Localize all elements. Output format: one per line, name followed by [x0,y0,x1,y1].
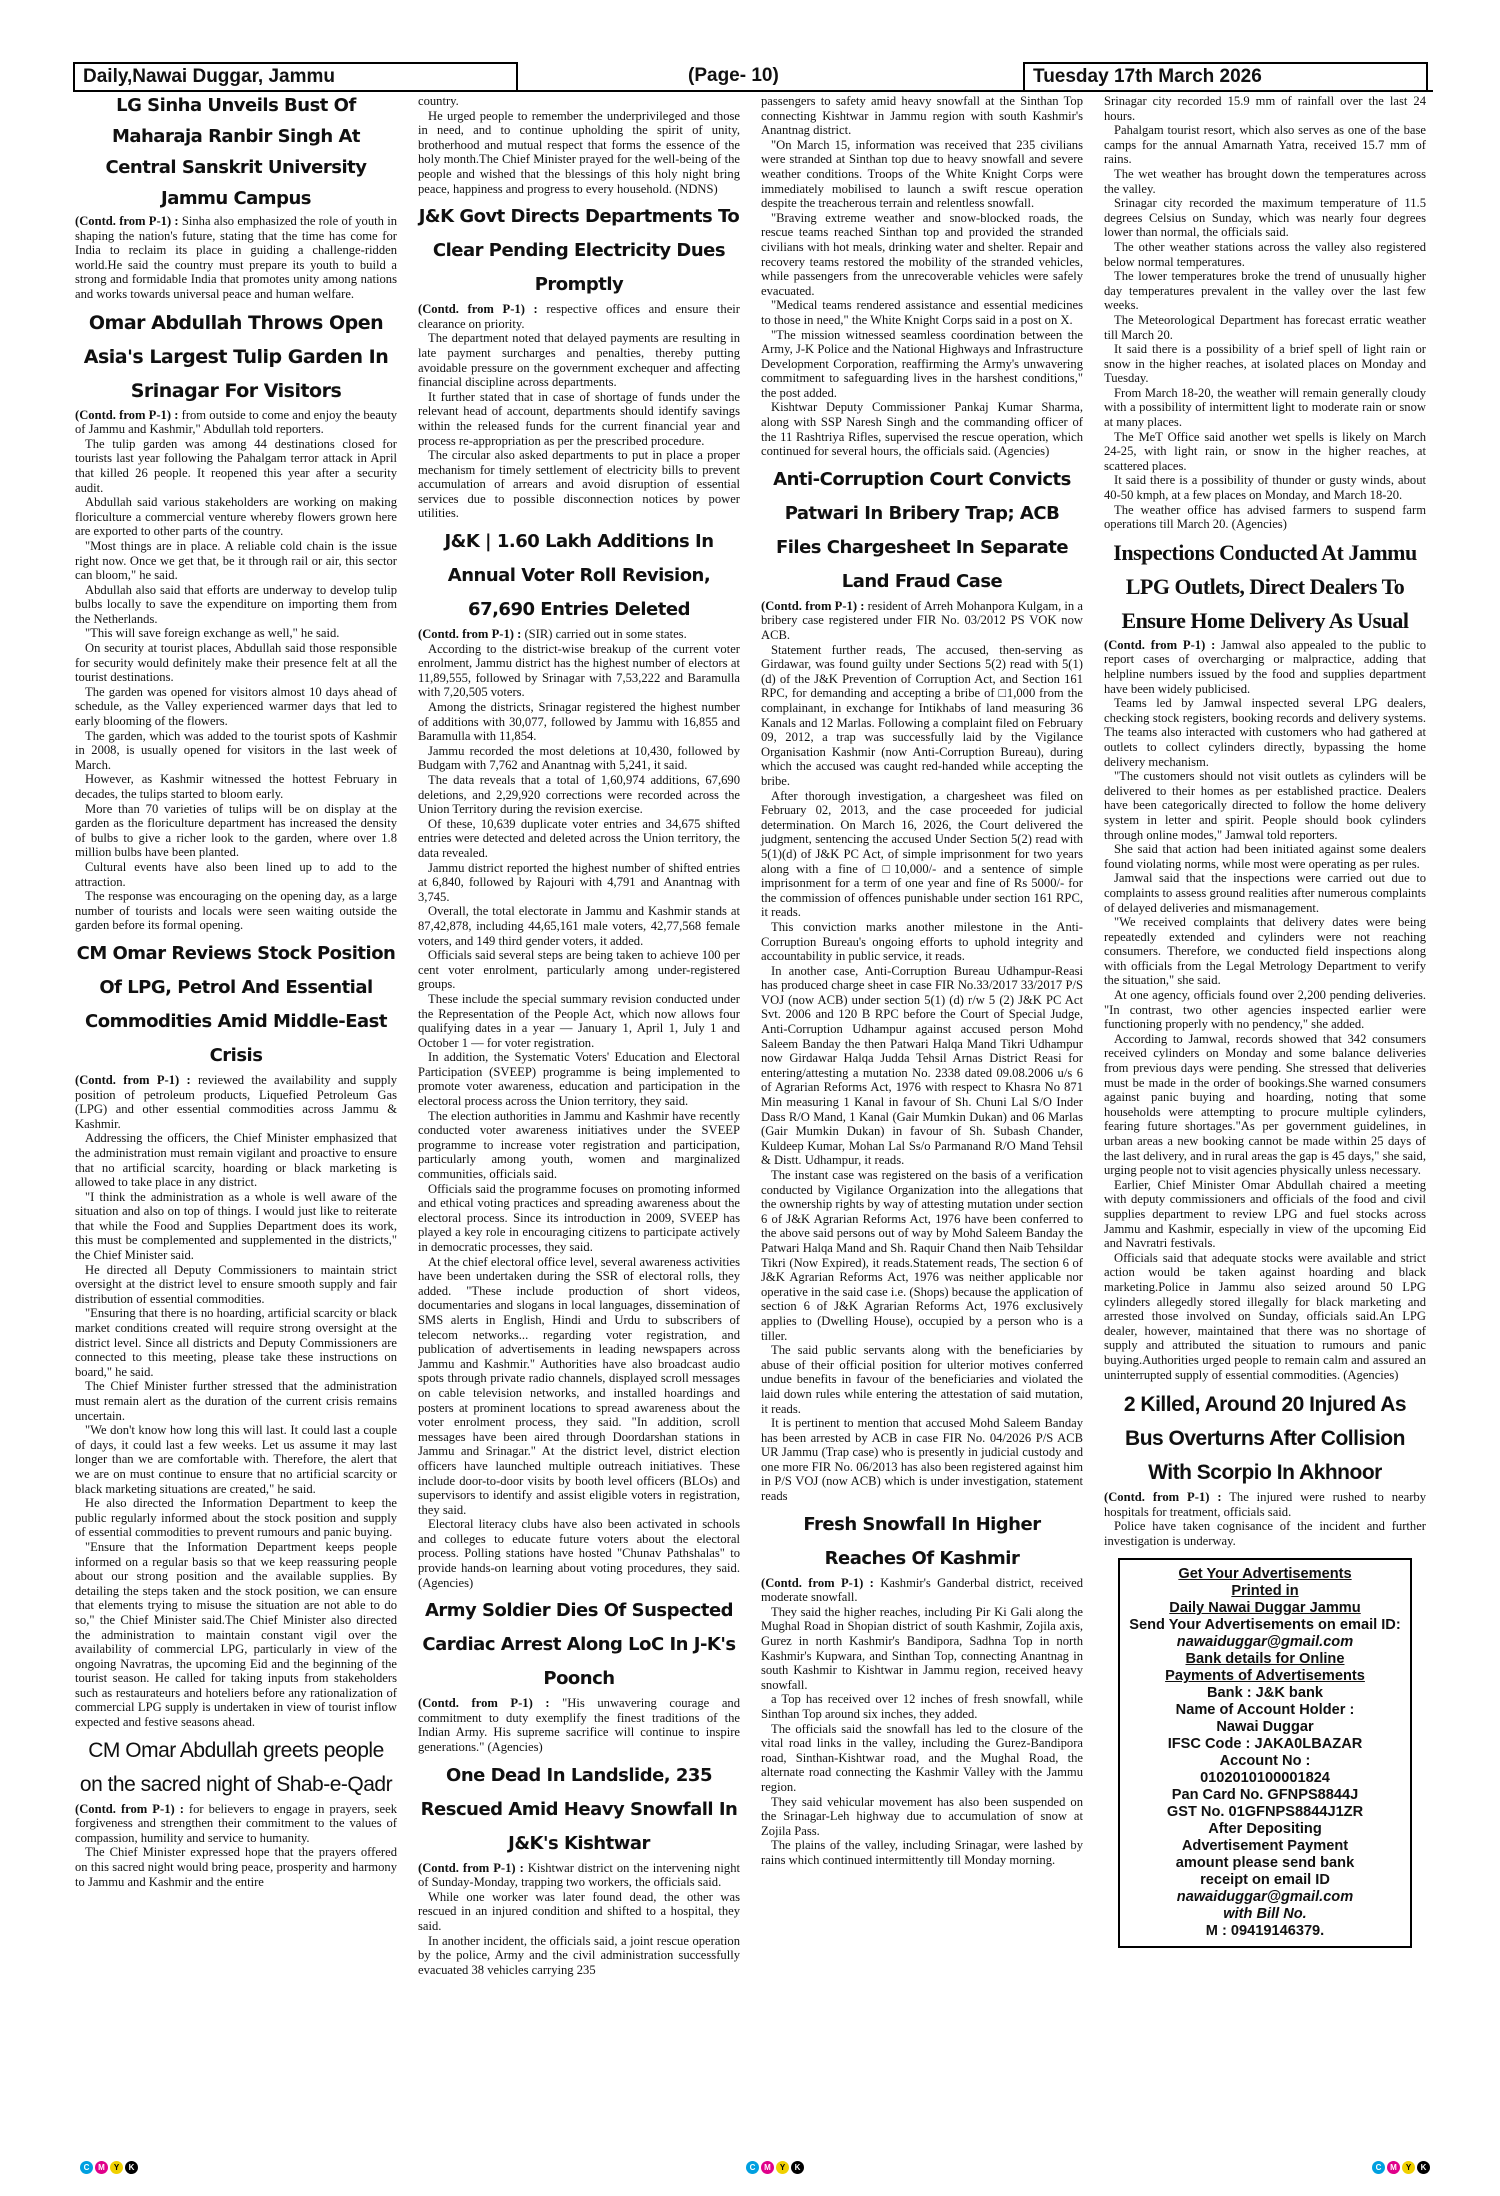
paragraph: At the chief electoral office level, several awareness activities have been undertaken during the SSR of electoral rolls, they added. "These include production of short videos, documentaries and slogans in local languages, dissemination of SMS alerts in English, Hindi and Urdu to subscribers of telecom networks... regarding voter registration, and publication of advertisements in leading newspapers across Jammu and Kashmir." Authorities have also broadcast audio spots through private radio channels, displayed scroll messages on cable television networks, and installed hoardings and posters at prominent locations to spread awareness about the voter enrolment process, they said. "In addition, scroll messages have been aired through Doordarshan stations in Jammu and Srinagar." At the district level, district election officers have launched multiple outreach initiatives. These include door-to-door visits by booth level officers (BLOs) and supervisors to identify and assist eligible voters in registration, they said. [418,1254,740,1517]
headline: Anti-Corruption Court Convicts Patwari In Bribery Trap; ACB Files Chargesheet In Separate Land Fraud Case [773,468,1071,592]
paragraph: The wet weather has brought down the temperatures across the valley. [1104,166,1426,196]
headline: CM Omar Reviews Stock Position Of LPG, Petrol And Essential Commodities Amid Middle-East Crisis [76,942,396,1066]
masthead [73,62,1433,90]
headline: 2 Killed, Around 20 Injured As Bus Overturns After Collision With Scorpio In Akhnoor [1123,1393,1407,1485]
column-2 [418,94,740,1977]
paragraph: The response was encouraging on the opening day, as a large number of tourists and locals were seen waiting outside the garden before its formal opening. [75,889,397,933]
paragraph: "Ensuring that there is no hoarding, artificial scarcity or black market conditions created will require strong oversight at the district level. Since all districts and Deputy Commissioners are connected to this meeting, please take these instructions on board," he said. [75,1306,397,1379]
masthead-paper-name: Daily,Nawai Duggar, Jammu [73,62,518,92]
article-lg-sinha [75,90,397,302]
article-body: (Contd. from P-1) : Kishtwar district on the intervening night of Sunday-Monday, trapping two workers, the officials said. [418,1860,740,1890]
paragraph: More than 70 varieties of tulips will be on display at the garden as the floriculture department has increased the density of bulbs to give a richer look to the garden, where over 1.8 million bulbs have been planted. [75,801,397,860]
paragraph: Srinagar city recorded the maximum temperature of 11.5 degrees Celsius on Sunday, which was nearly four degrees lower than normal, the officials said. [1104,196,1426,240]
paragraph: In another case, Anti-Corruption Bureau Udhampur-Reasi has produced charge sheet in case FIR No.33/2017 33/2017 P/S VOJ (now ACB) under section 5(1) (d) r/w 5 (2) J&K PC Act Svt. 2006 and 120 B RPC before the Court of Special Judge, Anti-Corruption Udhampur against accused person Mohd Saleem Banday the then Patwari Halqa Mand Tikri Udhampur now Girdawar Halqa Judda Tehsil Arnas District Reasi for entering/attesting a mutation No. 2338 dated 09.08.2006 u/s 6 of Agrarian Reforms Act, 1976 with respect to Khasra No 871 Min measuring 1 Kanal in favour of Sh. Chuni Lal S/O Inder Dass R/O Mand, 1 Kanal (Gair Mumkin Dukan) and 06 Marlas (Gair Mumkin Dukan) in favour of Sh. Subash Chander, Kuldeep Kumar, Mohan Lal Ss/o Parmanand R/O Mand Tehsil & Distt. Udhampur, it reads. [761,963,1083,1168]
ad-email: nawaiduggar@gmail.com [1176,1889,1354,1906]
ad-line: Account No : [1219,1753,1311,1770]
headline: CM Omar Abdullah greets people on the sacred night of Shab-e-Qadr [79,1738,393,1796]
paragraph: Pahalgam tourist resort, which also serves as one of the base camps for the annual Amarnath Yatra, received 15.7 mm of rains. [1104,123,1426,167]
paragraph: He directed all Deputy Commissioners to maintain strict oversight at the district level to ensure smooth supply and fair distribution of essential commodities. [75,1262,397,1306]
paragraph: "I think the administration as a whole is well aware of the situation and also on top of things. I would just like to reiterate that while the Food and Supplies Department does its work, this must be complemented and supplemented in the districts," the Chief Minister said. [75,1189,397,1263]
ad-line: Nawai Duggar [1216,1719,1314,1736]
paragraph: Kishtwar Deputy Commissioner Pankaj Kumar Sharma, along with SSP Naresh Singh and the commanding officer of the 11 Rashtriya Rifles, supervised the rescue operation, which continued for several hours, the officials said. (Agencies) [761,400,1083,459]
ad-line: Daily Nawai Duggar Jammu [1169,1600,1361,1617]
paragraph: Abdullah said various stakeholders are working on making floriculture a commercial venture whereby flowers grown here are exported to other parts of the country. [75,495,397,539]
cmyk-marks-center [746,2161,804,2174]
paragraph: It further stated that in case of shortage of funds under the relevant head of account, departments should identify savings within the released funds for the current financial year and process re-appropriation as per the prescribed procedure. [418,389,740,448]
magenta-dot-icon: M [761,2161,774,2174]
ad-line: 0102010100001824 [1200,1770,1330,1787]
column-3 [761,94,1083,1868]
paragraph: Officials said the programme focuses on promoting informed and ethical voting practices and spreading awareness about the electoral process. Since its introduction in 2009, SVEEP has played a key role in encouraging citizens to participate actively in democratic processes, they said. [418,1181,740,1254]
paragraph: While one worker was later found dead, the other was rescued in an injured condition and shifted to a hospital, they said. [418,1889,740,1933]
masthead-page-number: (Page- 10) [688,65,779,86]
paragraph: "On March 15, information was received that 235 civilians were stranded at Sinthan top due to heavy snowfall and severe weather conditions. Troops of the White Knight Corps were immediately mobilised to launch a swift rescue operation despite the treacherous terrain and relentless snowfall. [761,137,1083,211]
magenta-dot-icon: M [1387,2161,1400,2174]
paragraph: Among the districts, Srinagar registered the highest number of additions with 30,077, followed by Jammu with 16,855 and Baramulla with 11,854. [418,700,740,744]
cyan-dot-icon: C [746,2161,759,2174]
ad-line: Payments of Advertisements [1165,1668,1365,1685]
paragraph: This conviction marks another milestone in the Anti-Corruption Bureau's ongoing efforts to uphold integrity and accountability in public service, it reads. [761,919,1083,964]
paragraph: According to Jamwal, records showed that 342 consumers received cylinders on Monday and some balance deliveries from previous days were pending. She stressed that deliveries must be made in the order of bookings.She warned consumers against panic buying and hoarding, noting that some households were attempting to procure multiple cylinders, fearing future shortages."As per government guidelines, in urban areas a new booking cannot be made within 25 days of the last delivery, and in rural areas the gap is 45 days," she said, urging people not to visit agencies physically unless necessary. [1104,1031,1426,1178]
article-body: (Contd. from P-1) : "His unwavering courage and commitment to duty exemplify the finest traditions of the Indian Army. His supreme sacrifice will continue to inspire generations." (Agencies) [418,1696,740,1755]
yellow-dot-icon: Y [776,2161,789,2174]
article-shab-e-qadr [75,1734,397,1890]
paragraph: She said that action had been initiated against some dealers found violating norms, while most were operating as per rules. [1104,842,1426,871]
cmyk-marks-left [80,2161,138,2174]
paragraph: The circular also asked departments to put in place a proper mechanism for timely settlement of electricity bills to prevent accumulation of arrears and avoid disruption of essential services due to possible disconnection notices by power utilities. [418,448,740,521]
yellow-dot-icon: Y [110,2161,123,2174]
paragraph: "Most things are in place. A reliable cold chain is the issue right now. Once we get that, be it through rail or air, this sector can bloom," he said. [75,538,397,583]
paragraph: The Meteorological Department has forecast erratic weather till March 20. [1104,312,1426,342]
headline: LG Sinha Unveils Bust Of Maharaja Ranbir Singh At Central Sanskrit University Jammu Campus [105,95,367,209]
ad-line: Printed in [1231,1583,1299,1600]
paragraph: The department noted that delayed payments are resulting in late payment surcharges and penalties, thereby putting avoidable pressure on the government exchequer and affecting financial discipline across departments. [418,331,740,390]
paragraph: In another incident, the officials said, a joint rescue operation by the police, Army and the civil administration successfully evacuated 38 vehicles carrying 235 [418,1933,740,1977]
paragraph: "We received complaints that delivery dates were being repeatedly extended and cylinders were not reaching consumers. Therefore, we conducted field inspections along with officials from the Legal Metrology Department to verify the situation," she said. [1104,915,1426,988]
article-patwari-conviction [761,463,1083,1504]
paragraph: "The customers should not visit outlets as cylinders will be delivered to their homes as per established practice. Dealers have been categorically directed to follow the home delivery system in letter and spirit. People should book cylinders through online modes," Jamwal told reporters. [1104,769,1426,842]
cyan-dot-icon: C [1372,2161,1385,2174]
paragraph: Srinagar city recorded 15.9 mm of rainfall over the last 24 hours. [1104,94,1426,123]
article-cm-omar-stock-review [75,937,397,1730]
yellow-dot-icon: Y [1402,2161,1415,2174]
ad-line: receipt on email ID [1200,1872,1330,1889]
headline: Omar Abdullah Throws Open Asia's Largest Tulip Garden In Srinagar For Visitors [83,311,389,402]
black-dot-icon: K [125,2161,138,2174]
masthead-date: Tuesday 17th March 2026 [1023,62,1428,92]
paragraph: The said public servants along with the beneficiaries by abuse of their official position for ulterior motives conferred undue benefits in favour of the beneficiaries and violated the laid down rules while entering the attestation of said mutation, it reads. [761,1343,1083,1416]
paragraph: After thorough investigation, a chargesheet was filed on February 02, 2013, and the case proceeded for judicial determination. On March 16, 2026, the Court delivered the judgment, sentencing the accused Under Section 5(2) read with 5(1)(d) of J&K PC Act, of simple imprisonment for two years along with a fine of □10,000/- and a sentence of simple imprisonment for a term of one year and fine of Rs 5000/- for the commission of offences punishable under section 161 RPC, it reads. [761,788,1083,920]
article-akhnoor-accident [1104,1388,1426,1548]
ad-line: Advertisement Payment [1181,1838,1349,1855]
article-tulip-garden [75,306,397,933]
paragraph: "Medical teams rendered assistance and essential medicines to those in need," the White Knight Corps said in a post on X. [761,298,1083,327]
headline: Inspections Conducted At Jammu LPG Outlets, Direct Dealers To Ensure Home Delivery As Usual [1113,539,1417,633]
ad-line: IFSC Code : JAKA0LBAZAR [1167,1736,1363,1753]
paragraph: Earlier, Chief Minister Omar Abdullah chaired a meeting with deputy commissioners and officials of the food and civil supplies department to review LPG and fuel stocks across Jammu and Kashmir, especially in view of the upcoming Eid and Navratri festivals. [1104,1177,1426,1251]
article-body: (Contd. from P-1) : Sinha also emphasized the role of youth in shaping the nation's future, stating that the time has come for India to reclaim its place in guiding a challenge-ridden world.He said the country must prepare its youth to build a strong and formidable India that promotes unity among nations and works towards universal peace and human welfare. [75,214,397,301]
ad-line: GST No. 01GFNPS8844J1ZR [1166,1804,1364,1821]
paragraph: The officials said the snowfall has led to the closure of the vital road links in the valley, including the Gurez-Bandipora road, Sinthan-Kishtwar road, and the Mughal Road, the alternate road connecting the Kashmir Valley with the Jammu region. [761,1721,1083,1794]
paragraph: Electoral literacy clubs have also been activated in schools and colleges to educate future voters about the electoral process. Polling stations have hosted "Chunav Pathshalas" to provide hands-on learning about voting procedures, they said. (Agencies) [418,1517,740,1590]
article-army-soldier [418,1594,740,1754]
paragraph: Jammu district reported the highest number of shifted entries at 6,840, followed by Rajouri with 4,791 and Anantnag with 3,745. [418,860,740,904]
paragraph: The instant case was registered on the basis of a verification conducted by Vigilance Organization into the allegations that the ownership rights by way of attesting mutation under section 6 of J&K Agrarian Reforms Act, 1976 have been conferred to the above said persons out of way by Mohd Saleem Banday the Patwari Halqa Mand and Sh. Raquir Chand then Naib Tehsildar Tikri (Now Expired), it reads.Statement reads, The section 6 of J&K Agrarian Reforms Act, 1976 was neither applicable nor operative in the said case i.e. (Shops) because the application of section 6 of J&K Agrarian Reforms Act, 1976 exclusively applies to (Dwelling House), occupied by a person who is a tiller. [761,1168,1083,1343]
article-body: (Contd. from P-1) : (SIR) carried out in some states. [418,627,687,642]
cmyk-marks-right [1372,2161,1430,2174]
paragraph: "Braving extreme weather and snow-blocked roads, the rescue teams reached Sinthan top and provided the stranded civilians with hot meals, drinking water and shelter. Repair and recovery teams restored the mobility of the stranded vehicles, while passengers from the unrecoverable vehicles were safely evacuated. [761,210,1083,298]
paragraph: The other weather stations across the valley also registered below normal temperatures. [1104,239,1426,269]
article-body: (Contd. from P-1) : for believers to engage in prayers, seek forgiveness and strengthen their commitment to the values of compassion, humility and service to humanity. [75,1801,397,1845]
paragraph: According to the district-wise breakup of the current voter enrolment, Jammu district has the highest number of electors at 11,89,555, followed by Srinagar with 7,53,222 and Baramulla with 7,20,505 voters. [418,641,740,700]
paragraph: They said vehicular movement has also been suspended on the Srinagar-Leh highway due to accumulation of snow at Zojila Pass. [761,1794,1083,1838]
article-body: (Contd. from P-1) : reviewed the availability and supply position of petroleum products, Liquefied Petroleum Gas (LPG) and other essential commodities across Jammu & Kashmir. [75,1072,397,1131]
paragraph: "This will save foreign exchange as well," he said. [85,626,340,641]
ad-line: Pan Card No. GFNPS8844J [1171,1787,1359,1804]
paragraph: Addressing the officers, the Chief Minister emphasized that the administration must remain vigilant and proactive to ensure that no artificial scarcity, hoarding or black marketing is allowed to take place in any district. [75,1131,397,1190]
column-1 [75,94,397,1889]
article-body: (Contd. from P-1) : respective offices and ensure their clearance on priority. [418,302,741,331]
paragraph: It said there is a possibility of a brief spell of light rain or snow in the higher reaches, at isolated places on Monday and Tuesday. [1104,342,1426,386]
paragraph: The garden, which was added to the tourist spots of Kashmir in 2008, is usually opened for visitors in the last week of March. [75,728,397,772]
paragraph: At one agency, officials found over 2,200 pending deliveries. "In contrast, two other agencies inspected earlier were functioning properly with no pendency," she added. [1104,988,1426,1032]
paragraph: The plains of the valley, including Srinagar, were lashed by rains which continued intermittently till Monday morning. [761,1838,1083,1867]
ad-line: Bank : J&K bank [1207,1685,1323,1702]
paragraph: passengers to safety amid heavy snowfall at the Sinthan Top connecting Kishtwar in Jammu region with south Kashmir's Anantnag district. [761,94,1083,138]
paragraph: Of these, 10,639 duplicate voter entries and 34,675 shifted entries were detected and deleted across the Union territory, the data revealed. [418,816,740,860]
article-body: (Contd. from P-1) : from outside to come and enjoy the beauty of Jammu and Kashmir," Abdullah told reporters. [75,407,397,437]
column-4 [1104,94,1426,1948]
ad-line: Name of Account Holder : [1175,1702,1355,1719]
paragraph: Teams led by Jamwal inspected several LPG dealers, checking stock registers, booking records and delivery systems. The teams also interacted with customers who had gathered at outlets to collect cylinders directly, bypassing the home delivery mechanism. [1104,696,1426,769]
paragraph: The tulip garden was among 44 destinations closed for tourists last year following the Pahalgam terror attack in April that killed 26 people. It reopened this year after a security audit. [75,436,397,495]
paragraph: Jammu recorded the most deletions at 10,430, followed by Budgam with 7,762 and Anantnag with 5,241, it said. [418,743,740,773]
article-body: (Contd. from P-1) : The injured were rushed to nearby hospitals for treatment, officials said. [1104,1490,1427,1519]
article-body: (Contd. from P-1) : Jamwal also appealed to the public to report cases of overcharging or malpractice, adding that helpline numbers issued by the food and supplies department have been widely publicised. [1104,637,1427,696]
paragraph: "We don't know how long this will last. It could last a couple of days, it could last a few weeks. Let us assume it may last longer than we are comfortable with. Therefore, the alert that we are on must continue to ensure that no artificial scarcity or black marketing situations are created," he said. [75,1423,397,1496]
article-lpg-inspections [1104,536,1426,1382]
paragraph: Officials said several steps are being taken to achieve 100 per cent voter enrolment, particularly among under-registered groups. [418,948,740,992]
paragraph: These include the special summary revision conducted under the Representation of the People Act, which now allows four qualifying dates in a year — January 1, April 1, July 1 and October 1 — for voter registration. [418,991,740,1050]
magenta-dot-icon: M [95,2161,108,2174]
ad-line: Get Your Advertisements [1178,1566,1352,1583]
black-dot-icon: K [791,2161,804,2174]
paragraph: However, as Kashmir witnessed the hottest February in decades, the tulips started to bloom early. [75,772,397,801]
paragraph: Jamwal said that the inspections were carried out due to complaints to assess ground realities after numerous complaints of delayed deliveries and mismanagement. [1104,871,1426,915]
paragraph: The garden was opened for visitors almost 10 days ahead of schedule, as the Valley experienced warmer days that led to early blooming of the flowers. [75,684,397,729]
article-electricity-dues [418,200,740,521]
cyan-dot-icon: C [80,2161,93,2174]
paragraph: It is pertinent to mention that accused Mohd Saleem Banday has been arrested by ACB in case FIR No. 04/2026 P/S ACB UR Jammu (Trap case) who is presently in judicial custody and one more FIR No. 06/2013 has also been registered against him in P/S VOJ (now ACB) which is under investigation, statement reads [761,1416,1083,1504]
paragraph: a Top has received over 12 inches of fresh snowfall, while Sinthan Top around six inches, they added. [761,1692,1083,1721]
paragraph: "Ensure that the Information Department keeps people informed on a regular basis so that we keep reassuring people about our strong position and the available supplies. By detailing the steps taken and the stock position, we can ensure that elements trying to misuse the situation are not able to do so," the Chief Minister said.The Chief Minister also directed the administration to maintain constant vigil over the availability of commercial LPG, particularly in view of the ongoing Navratras, the upcoming Eid and the beginning of the tourist season. He called for taking inputs from stakeholders such as restaurateurs and hoteliers before any rationalization of commercial LPG supply is undertaken in view of tourist inflow expected and festive seasons ahead. [75,1539,397,1730]
paragraph: "The mission witnessed seamless coordination between the Army, J-K Police and the National Highways and Infrastructure Development Corporation, reaffirming the Army's unwavering commitment to safeguarding lives in the harshest conditions," the post added. [761,327,1083,400]
paragraph: Overall, the total electorate in Jammu and Kashmir stands at 87,42,878, including 44,65,161 male voters, 42,77,568 female voters, and 149 third gender voters, it added. [418,904,740,948]
headline: Army Soldier Dies Of Suspected Cardiac Arrest Along LoC In J-K's Poonch [422,1600,736,1690]
paragraph: Police have taken cognisance of the incident and further investigation is underway. [1104,1519,1426,1548]
paragraph: On security at tourist places, Abdullah said those responsible for security would definitely make their presence felt at all the tourist destinations. [75,641,397,685]
paragraph: The data reveals that a total of 1,60,974 additions, 67,690 deletions, and 2,29,920 corrections were recorded across the Union Territory during the revision exercise. [418,773,740,817]
ad-line: After Depositing [1208,1821,1322,1838]
paragraph: From March 18-20, the weather will remain generally cloudy with a possibility of intermittent light to moderate rain or snow at many places. [1104,385,1426,430]
paragraph: The Chief Minister expressed hope that the prayers offered on this sacred night would bring peace, prosperity and harmony to Jammu and Kashmir and the entire [75,1845,397,1889]
advertisement-box [1118,1558,1412,1948]
headline: Fresh Snowfall In Higher Reaches Of Kashmir [803,1513,1041,1569]
article-voter-roll [418,525,740,1590]
paragraph: In addition, the Systematic Voters' Education and Electoral Participation (SVEEP) programme is being implemented to promote voter awareness, education and participation in the electoral process across the Union territory, they said. [418,1050,740,1109]
paragraph: He urged people to remember the underprivileged and those in need, and to continue upholding the spirit of unity, brotherhood and mutual respect that forms the essence of the holy month.The Chief Minister prayed for the well-being of the people and wished that the blessings of this holy night bring peace, happiness and progress to every household. (NDNS) [418,108,740,196]
ad-phone: M : 09419146379. [1205,1923,1325,1940]
ad-line: amount please send bank [1175,1855,1355,1872]
article-fresh-snowfall [761,1508,1083,1868]
article-body: (Contd. from P-1) : Kashmir's Ganderbal district, received moderate snowfall. [761,1575,1083,1605]
paragraph: They said the higher reaches, including Pir Ki Gali along the Mughal Road in Shopian district of south Kashmir, Zojila axis, Gurez in north Kashmir's Bandipora, Sadhna Top in north Kashmir's Kupwara, and Sinthan Top, connecting Anantnag in south Kashmir to Kishtwar in Jammu region, received heavy snowfall. [761,1604,1083,1692]
paragraph: country. [418,94,459,108]
paragraph: Cultural events have also been lined up to add to the attraction. [75,859,397,889]
paragraph: He also directed the Information Department to keep the public regularly informed about the stock position and supply of essential commodities to prevent rumours and panic buying. [75,1496,397,1540]
ad-email: nawaiduggar@gmail.com [1176,1634,1354,1651]
paragraph: Officials said that adequate stocks were available and strict action would be taken against hoarding and black marketing.Police in Jammu also seized around 50 LPG cylinders allegedly stored illegally for black marketing and arrested those involved on Sunday, officials said.An LPG dealer, however, maintained that there was no shortage of supply and attributed the situation to rumours and panic buying.Authorities urged people to remain calm and assured an uninterrupted supply of essential commodities. (Agencies) [1104,1250,1426,1382]
paragraph: It said there is a possibility of thunder or gusty winds, about 40-50 kmph, at a few places on Monday, and March 18-20. [1104,473,1426,503]
headline: J&K | 1.60 Lakh Additions In Annual Voter Roll Revision, 67,690 Entries Deleted [444,531,714,621]
paragraph: The MeT Office said another wet spells is likely on March 24-25, with light rain, or snow in the higher reaches, at scattered places. [1104,429,1426,473]
paragraph: Statement further reads, The accused, then-serving as Girdawar, was found guilty under Sections 5(2) read with 5(1)(d) of the J&K Prevention of Corruption Act, and Section 161 RPC, for demanding and accepting a bribe of □1,000 from the complainant, in exchange for Intikhabs of land measuring 36 Kanals and 12 Marlas. Following a complaint filed on February 09, 2012, a trap was successfully laid by the Vigilance Organisation Kashmir (now Anti-Corruption Bureau), during which the accused was caught red-handed while accepting the bribe. [761,642,1083,788]
ad-line: Send Your Advertisements on email ID: [1129,1617,1401,1634]
paragraph: Abdullah also said that efforts are underway to develop tulip bulbs locally to save the expenditure on importing them from the Netherlands. [75,582,397,626]
paragraph: The election authorities in Jammu and Kashmir have recently conducted voter awareness initiatives under the SVEEP programme to increase voter registration and participation, particularly among youth, women and marginalized communities, officials said. [418,1108,740,1182]
ad-line: Bank details for Online [1185,1651,1345,1668]
headline: One Dead In Landslide, 235 Rescued Amid Heavy Snowfall In J&K's Kishtwar [420,1764,738,1854]
article-body: (Contd. from P-1) : resident of Arreh Mohanpora Kulgam, in a bribery case registered under FIR No. 03/2012 PS VOK now ACB. [761,598,1083,643]
headline: J&K Govt Directs Departments To Clear Pending Electricity Dues Promptly [418,206,740,296]
ad-line: with Bill No. [1223,1906,1307,1923]
black-dot-icon: K [1417,2161,1430,2174]
paragraph: The lower temperatures broke the trend of unusually higher day temperatures prevalent in the valley over the last few weeks. [1104,269,1426,313]
paragraph: The weather office has advised farmers to suspend farm operations till March 20. (Agencies) [1104,502,1426,532]
article-kishtwar-landslide [418,1759,740,1978]
paragraph: The Chief Minister further stressed that the administration must remain alert as the duration of the current crisis remains uncertain. [75,1379,397,1423]
